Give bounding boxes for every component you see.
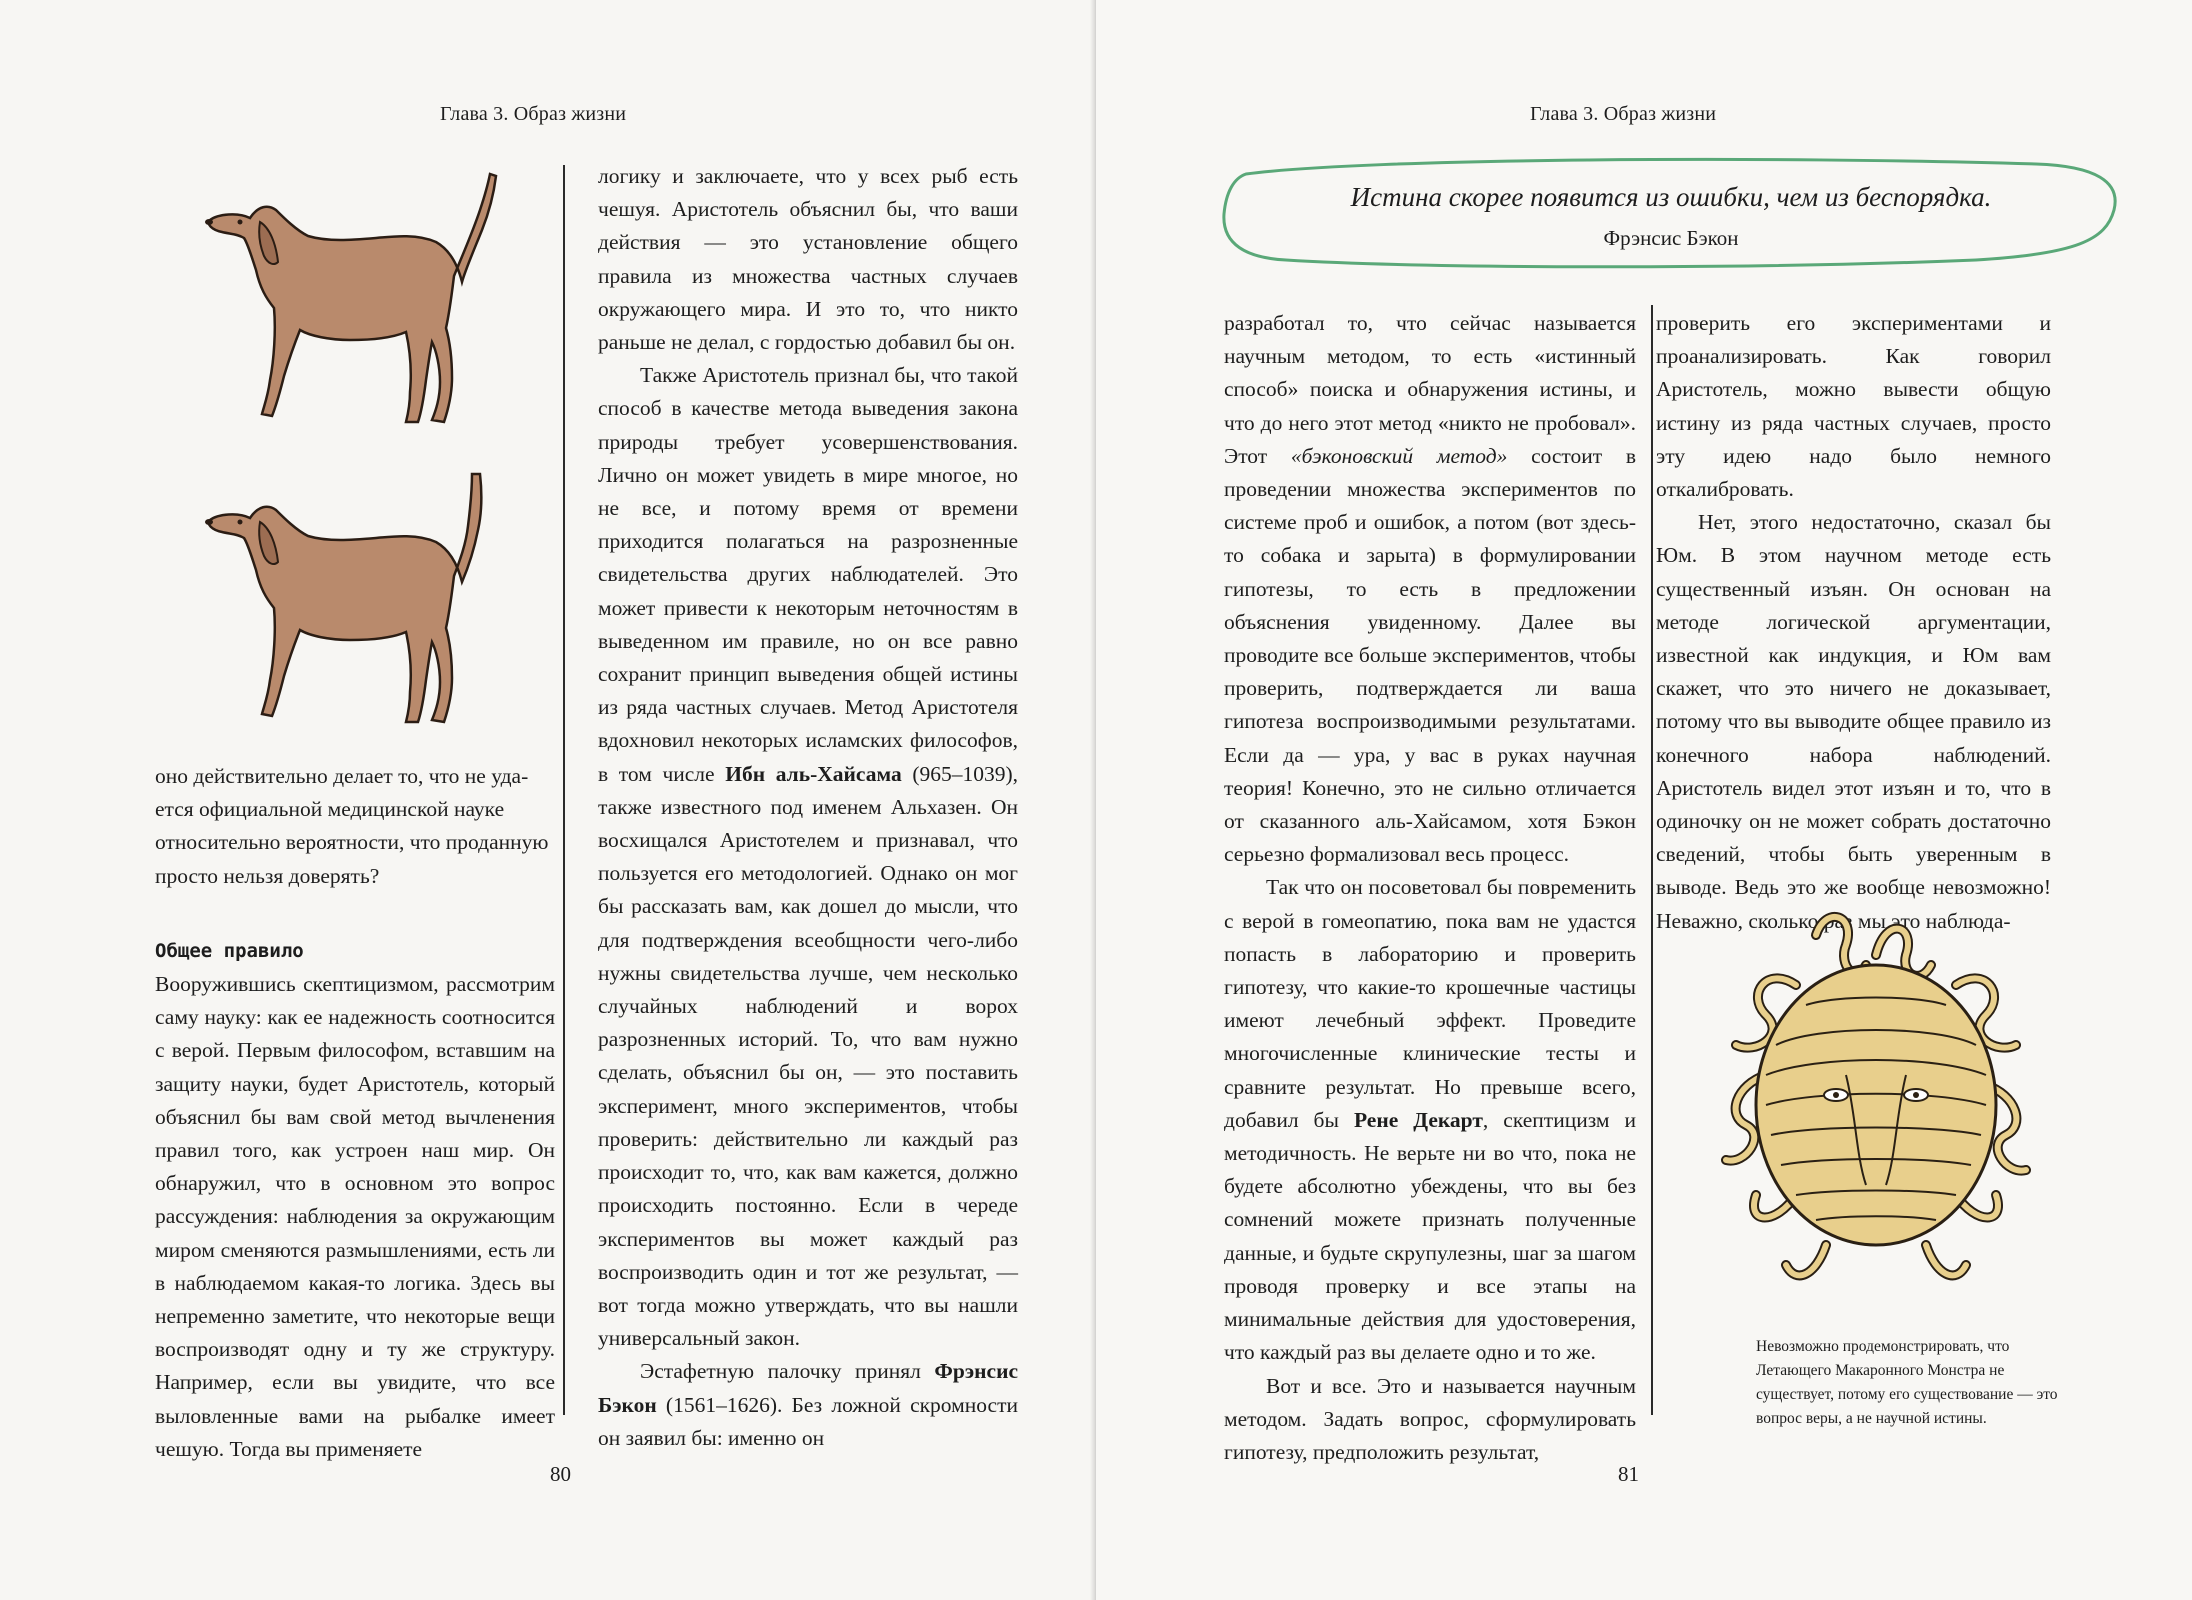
paragraph: Нет, этого недостаточно, сказал бы Юм. В этом научном методе есть существенный изъян. Он основан на методе логической аргументации, известной как индукция, и Юм вам скажет, что это ничего не доказывает, потому что вы выводите общее правило из конечного набора наблюдений. Аристотель видел этот изъян и то, что в одиночку он не может собрать достаточно сведений, чтобы быть уверенным в выводе. Ведь это же вообще невозможно! Неважно, сколько раз мы это наблюда-: [1656, 510, 2051, 933]
paragraph: Вот и все. Это и называется научным методом. Задать вопрос, сформулировать гипотезу, предположить результат,: [1224, 1373, 1636, 1464]
left-column: [155, 760, 555, 1466]
quote-author: Фрэнсис Бэкон: [1603, 226, 1739, 250]
quote-text: Истина скорее появится из ошибки, чем из беспорядка.: [1350, 182, 1992, 212]
bold-name: Ибн аль-Хайсама: [725, 761, 902, 786]
right-page: [1096, 0, 2192, 1600]
text-line: оно действительно делает то, что не уда-: [155, 764, 529, 788]
spaghetti-monster-icon: [1706, 895, 2046, 1315]
left-column: [1224, 307, 1636, 1469]
paragraph: Эстафетную палочку принял Фрэнсис Бэкон (1561–1626). Без ложной скромности он заявил бы: именно он: [598, 1359, 1018, 1450]
illustration-caption: Невозможно продемонстрировать, что Летающего Макаронного Монстра не существует, потому его существование — это вопрос веры, а не научной истины.: [1756, 1338, 2058, 1427]
paragraph: Так что он посоветовал бы повременить с верой в гомеопатию, пока вам не удастся попасть в лабораторию и проверить гипотезу, что какие-то крошечные частицы имеют лечебный эффект. Проведите многочисленные клинические тесты и сравните результат. Но превыше всего, добавил бы Рене Декарт, скептицизм и методичность. Не верьте ни во что, пока не будете абсолютно убеждены, что вы без сомнений можете признать полученные данные, и будьте скрупулезны, шаг за шагом проводя проверку и все этапы на минимальные действия для удостоверения, что каждый раз вы делаете одно и то же.: [1224, 875, 1637, 1365]
page-number: 81: [1618, 1462, 1639, 1486]
bold-name: Рене Декарт: [1353, 1107, 1483, 1132]
paragraph: разработал то, что сейчас называется научным методом, то есть «истинный способ» поиска и обнаружения истины, и что до него этот метод «никто не пробовал». Этот «бэконовский метод» состоит в проведении множества экспериментов по системе проб и ошибок, а потом (вот здесь-то собака и зарыта) в формулировании гипотезы, то есть в предложении объяснения увиденному. Далее вы проводите все больше экспериментов, чтобы проверить, подтверждается ли ваша гипотеза воспроизводимыми результатами. Если да — ура, у вас в руках научная теория! Конечно, это не сильно отличается от сказанного аль-Хайсамом, хотя Бэкон серьезно формализовал весь процесс.: [1224, 311, 1637, 867]
bold-name: Фрэнсис Бэкон: [598, 1359, 1018, 1417]
running-head: Глава 3. Образ жизни: [440, 103, 627, 125]
text-line: относительно вероятности, что проданную: [155, 830, 549, 855]
paragraph: проверить его экспериментами и проанализировать. Как говорил Аристотель, можно вывести общую истину из ряда частных случаев, просто эту идею надо было немного откалибровать.: [1656, 311, 2051, 502]
dog-icon: [200, 470, 510, 730]
dog-icon: [200, 170, 510, 430]
running-head: Глава 3. Образ жизни: [1530, 103, 1717, 125]
epigraph: [1216, 152, 2126, 272]
text-line: ется официальной медицинской науке: [155, 797, 505, 822]
column-rule: [563, 165, 565, 1415]
page-number: 80: [550, 1462, 571, 1486]
section-subhead: Общее правило: [155, 939, 304, 962]
right-column: [1656, 307, 2051, 938]
right-column: [598, 160, 1018, 1455]
text-line: просто нельзя доверять?: [155, 863, 380, 888]
paragraph: логику и заключаете, что у всех рыб есть чешуя. Аристотель объяснил бы, что ваши действия — это установление общего правила из множества частных случаев окружающего мира. И это то, что никто раньше не делал, с гордостью добавил бы он.: [598, 164, 1018, 355]
paragraph: Вооружившись скептицизмом, рассмотрим саму науку: как ее надежность соотносится с верой. Первым философом, вставшим на защиту науки, будет Аристотель, который объяснил бы вам свой метод вычленения правил того, как устроен наш мир. Он обнаружил, что в основном это вопрос рассуждения: наблюдения за окружающим миром сменяются размышлениями, есть ли в наблюдаемом какая-то логика. Здесь вы непременно заметите, что некоторые вещи воспроизводят одну и ту же структуру. Например, если вы увидите, что все выловленные вами на рыбалке имеет чешую. Тогда вы применяете: [155, 972, 555, 1461]
italic-term: «бэконовский метод»: [1290, 443, 1508, 468]
paragraph: Также Аристотель признал бы, что такой способ в качестве метода выведения закона природы требует усовершенствования. Лично он может увидеть в мире многое, но не все, и потому время от времени приходится полагаться на разрозненные свидетельства других наблюдателей. Это может привести к некоторым неточностям в выведенном им правиле, но он все равно сохранит принцип выведения общей истины из ряда частных случаев. Метод Аристотеля вдохновил некоторых исламских философов, в том числе Ибн аль-Хайсама (965–1039), также известного под именем Альхазен. Он восхищался Аристотелем и признавал, что пользуется его методологией. Однако он мог бы рассказать вам, как дошел до мысли, что для подтверждения всеобщности чего-либо нужны свидетельства лучше, чем несколько случайных наблюдений и ворох разрозненных историй. То, что вам нужно сделать, объяснил бы он, — это поставить эксперимент, много экспериментов, чтобы проверить: действительно ли каждый раз происходит то, что, как вам кажется, должно происходить постоянно. Если в череде экспериментов вы может каждый раз воспроизводить один и тот же результат, — вот тогда можно утверждать, что вы нашли универсальный закон.: [598, 363, 1019, 1351]
column-rule: [1651, 305, 1653, 1415]
left-page: [0, 0, 1094, 1600]
